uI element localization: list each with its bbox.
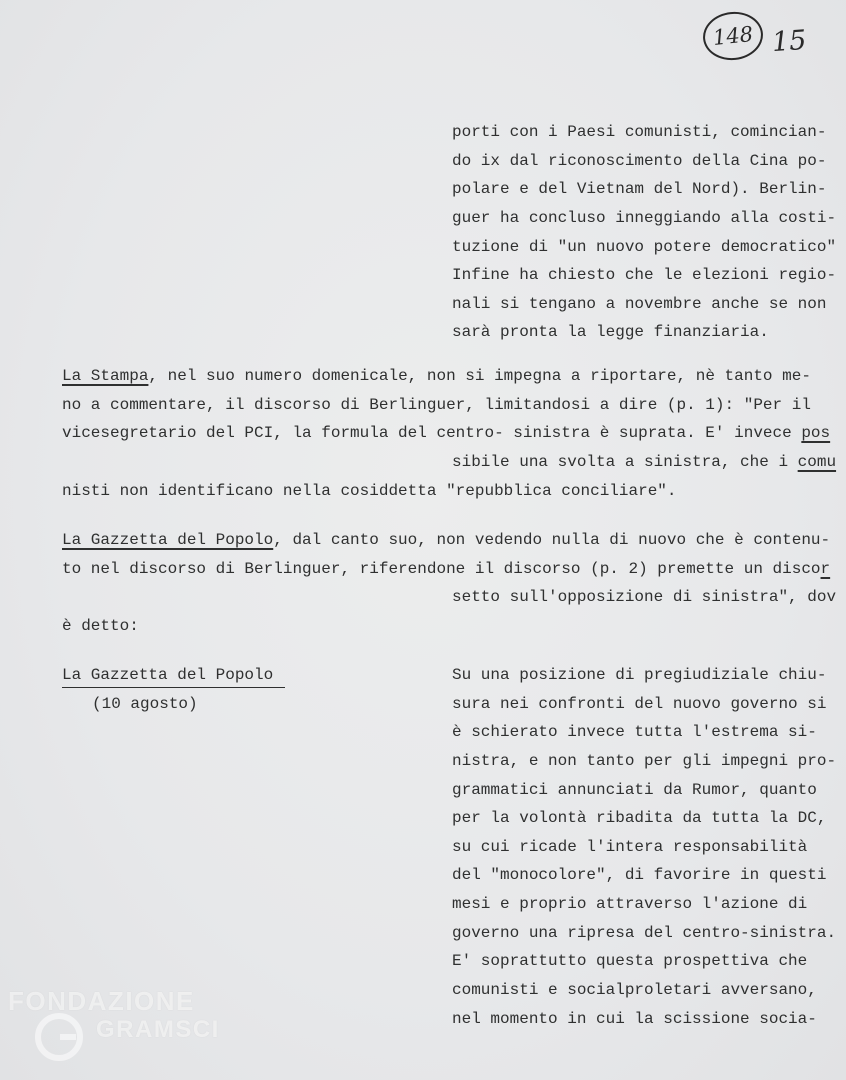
paragraph-line: no a commentare, il discorso di Berlinguer, limitandosi a dire (p. 1): "Per il <box>62 395 811 414</box>
paragraph-line <box>62 419 836 448</box>
gazzetta-paragraph <box>62 526 836 641</box>
quote-line: comunisti e socialproletari avversano, <box>452 981 817 1000</box>
line-text: to nel discorso di Berlinguer, riferendone il discorso (p. 2) premette un disco <box>62 559 821 578</box>
paragraph-line: sarà pronta la legge finanziaria. <box>452 323 769 342</box>
watermark-text: GRAMSCI <box>96 1016 220 1043</box>
underlined-fragment: comu <box>797 452 837 471</box>
paragraph-line: nisti non identificano nella cosiddetta "repubblica conciliare". <box>62 481 677 500</box>
paragraph-line: tuzione di "un nuovo potere democratico" <box>452 237 837 256</box>
paragraph-line: do ix dal riconoscimento della Cina po- <box>452 151 827 170</box>
watermark-logo-icon <box>34 1012 84 1062</box>
paragraph-line: è detto: <box>62 616 139 635</box>
quote-line: grammatici annunciati da Rumor, quanto <box>452 780 817 799</box>
la-stampa-paragraph <box>62 362 836 505</box>
continued-paragraph <box>452 118 836 347</box>
handwritten-archive-number: 148 <box>701 9 766 63</box>
watermark-text: FONDAZIONE <box>8 986 195 1016</box>
quote-source-label: La Gazzetta del Popolo <box>62 663 285 688</box>
quote-line: Su una posizione di pregiudiziale chiu- <box>452 666 827 684</box>
underlined-fragment: r <box>820 559 831 578</box>
line-text: vicesegretario del PCI, la formula del centro- sinistra è suprata. E' invece <box>62 424 802 443</box>
quote-date: (10 agosto) <box>92 694 198 713</box>
quote-line: del "monocolore", di favorire in questi <box>452 866 827 885</box>
paragraph-line <box>452 448 836 477</box>
quote-line: mesi e proprio attraverso l'azione di <box>452 895 808 914</box>
paragraph-line: nali si tengano a novembre anche se non <box>452 294 827 313</box>
line-text: , dal canto suo, non vedendo nulla di nuovo che è contenu- <box>273 531 831 549</box>
quote-line: sura nei confronti del nuovo governo si <box>452 694 827 713</box>
paragraph-line: guer ha concluso inneggiando alla costi- <box>452 208 837 227</box>
source-name-la-stampa: La Stampa <box>62 367 149 385</box>
paragraph-line: Infine ha chiesto che le elezioni regio- <box>452 266 837 285</box>
underlined-fragment: pos <box>801 424 831 443</box>
quote-text <box>452 661 836 1033</box>
quote-line: E' soprattutto questa prospettiva che <box>452 952 808 971</box>
quote-line: governo una ripresa del centro-sinistra. <box>452 923 837 942</box>
paragraph-line: porti con i Paesi comunisti, comincian- <box>452 123 827 141</box>
line-text: , nel suo numero domenicale, non si impegna a riportare, nè tanto me- <box>148 367 811 385</box>
source-name-gazzetta: La Gazzetta del Popolo <box>62 531 274 549</box>
quote-line: è schierato invece tutta l'estrema si- <box>452 723 817 742</box>
paragraph-line <box>62 526 836 555</box>
quote-line: su cui ricade l'intera responsabilità <box>452 837 808 856</box>
paragraph-line <box>62 555 836 584</box>
paragraph-line: polare e del Vietnam del Nord). Berlin- <box>452 180 827 199</box>
quote-line: nel momento in cui la scissione socia- <box>452 1009 817 1028</box>
quote-source-column <box>62 661 285 718</box>
line-text: sibile una svolta a sinistra, che i <box>452 452 798 471</box>
handwritten-page-number: 15 <box>770 24 808 59</box>
quote-line: per la volontà ribadita da tutta la DC, <box>452 809 827 828</box>
paragraph-line <box>62 362 836 391</box>
quote-line: nistra, e non tanto per gli impegni pro- <box>452 751 837 770</box>
paragraph-line: setto sull'opposizione di sinistra", dov <box>452 588 837 607</box>
